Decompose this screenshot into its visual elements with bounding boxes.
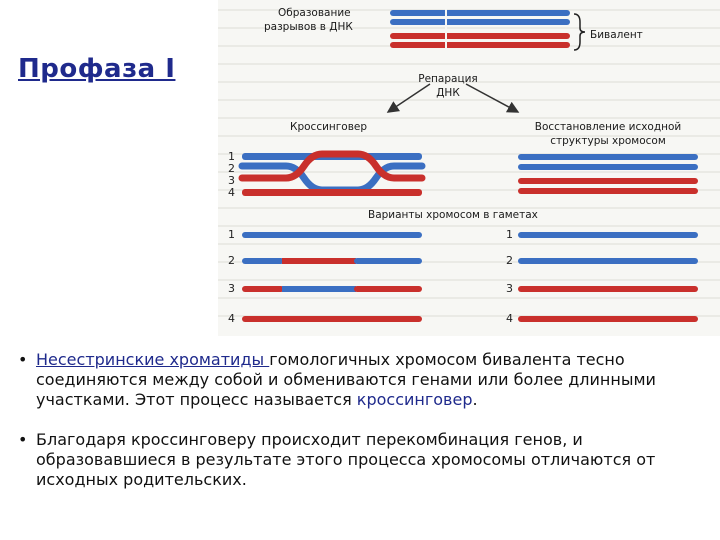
num-2: 2 [228, 162, 235, 175]
bullet-dot: • [18, 430, 28, 449]
bullet-text-1: гомологичных хромосом бивалента тесно соединяются между собой и обмениваются генами или более длинными участками. Этот процесс называется [36, 350, 656, 409]
crossover-diagram [218, 0, 720, 336]
term-crossover: кроссинговер [356, 390, 473, 409]
slide-title: Профаза I [18, 54, 176, 84]
label-breaks-2: разрывов в ДНК [264, 21, 353, 33]
label-bivalent: Бивалент [590, 29, 643, 41]
variant-right-num-1: 1 [506, 228, 513, 241]
arrow-right [466, 84, 518, 112]
label-breaks-1: Образование [278, 7, 351, 19]
gamete-variants-left [242, 232, 422, 322]
background-texture [218, 10, 720, 316]
variant-right-num-2: 2 [506, 254, 513, 267]
variant-left-num-2: 2 [228, 254, 235, 267]
link-nonsister-chromatids[interactable]: Несестринские хроматиды [36, 350, 270, 369]
bullet-end-1: . [472, 390, 478, 409]
label-restore-1: Восстановление исходной [534, 121, 682, 133]
bivalent-brace [574, 14, 585, 50]
variant-left-num-1: 1 [228, 228, 235, 241]
bullet-list [10, 350, 710, 510]
variant-left-num-4: 4 [228, 312, 235, 325]
gamete-variants-right [518, 232, 698, 322]
bullet-item-recombination [10, 430, 710, 490]
label-repair-1: Репарация [418, 73, 478, 85]
restored-chromatids [518, 154, 698, 194]
bullet-text-2: Благодаря кроссинговеру происходит перекомбинация генов, и образовавшиеся в результате этого процесса хромосомы отличаются от исходных родительских. [36, 430, 656, 489]
top-bivalent [390, 9, 570, 49]
bullet-dot: • [18, 350, 28, 369]
label-repair-2: ДНК [436, 87, 460, 99]
num-3: 3 [228, 174, 235, 187]
arrow-left [388, 84, 430, 112]
num-1: 1 [228, 150, 235, 163]
variant-right-num-3: 3 [506, 282, 513, 295]
num-4: 4 [228, 186, 235, 199]
label-crossover: Кроссинговер [290, 121, 368, 133]
variant-right-num-4: 4 [506, 312, 513, 325]
bullet-item-crossing [10, 350, 710, 410]
label-variants: Варианты хромосом в гаметах [368, 209, 538, 221]
crossover-chromatids [242, 153, 422, 196]
variant-left-num-3: 3 [228, 282, 235, 295]
label-restore-2: структуры хромосом [550, 135, 666, 147]
